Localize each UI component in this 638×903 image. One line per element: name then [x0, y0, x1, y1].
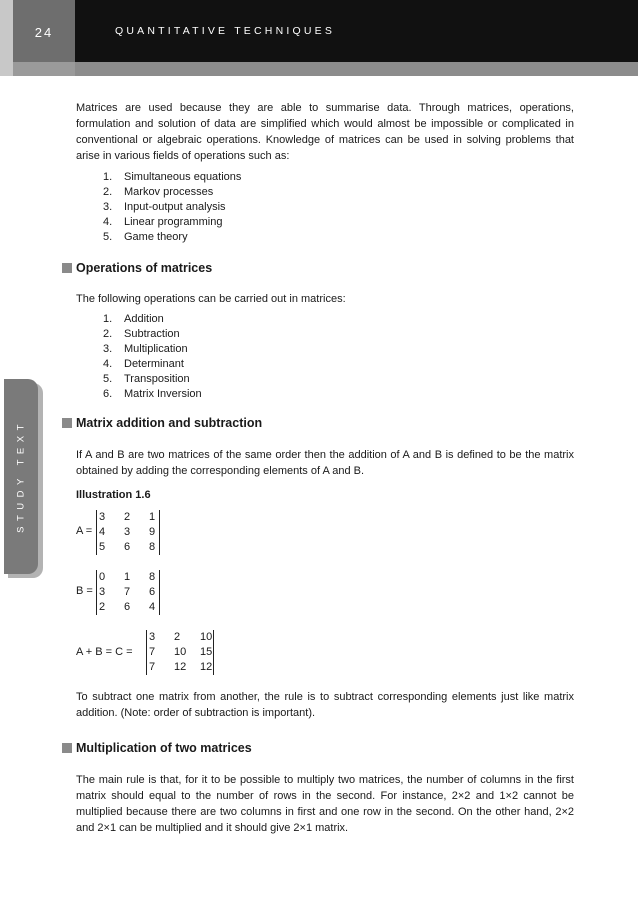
list-item: 5. Game theory: [103, 231, 188, 243]
list-item: 4. Determinant: [103, 358, 184, 370]
matrix-b: 0 1 8 3 7 6 2 6 4: [96, 570, 160, 615]
heading-bullet-icon: [62, 418, 72, 428]
heading-bullet-icon: [62, 263, 72, 273]
list-item: 3. Multiplication: [103, 343, 188, 355]
running-title: QUANTITATIVE TECHNIQUES: [115, 25, 336, 37]
multiplication-paragraph: The main rule is that, for it to be possible to multiply two matrices, the number of columns in the first matrix should equal to the number of rows in the second. For instance, 2×2 and 1×2 cannot be multiplied because there are two columns in first and one row in the second. On the other hand, 2×2 and 2×1 can be multiplied and it should give 2×1 matrix.: [76, 774, 574, 834]
matrix-c: 3 2 10 7 10 15 7 12 12: [146, 630, 214, 675]
section-heading-operations: Operations of matrices: [62, 261, 212, 275]
page-number: 24: [13, 0, 75, 62]
heading-bullet-icon: [62, 743, 72, 753]
subtraction-paragraph: To subtract one matrix from another, the rule is to subtract corresponding elements just like matrix addition. (Note: order of subtraction is important).: [76, 691, 574, 719]
list-item: 2. Markov processes: [103, 186, 214, 198]
illustration-title: Illustration 1.6: [76, 489, 151, 501]
list-item: 6. Matrix Inversion: [103, 388, 202, 400]
list-item: 2. Subtraction: [103, 328, 180, 340]
matrix-c-label: A + B = C =: [76, 646, 133, 658]
applications-list: [103, 170, 241, 245]
matrix-a: 3 2 1 4 3 9 5 6 8: [96, 510, 160, 555]
matrix-b-label: B =: [76, 585, 93, 597]
list-item: 1. Simultaneous equations: [103, 171, 242, 183]
section-heading-addition: Matrix addition and subtraction: [62, 416, 262, 430]
list-item: 1. Addition: [103, 313, 164, 325]
list-item: 4. Linear programming: [103, 216, 223, 228]
list-item: 3. Input-output analysis: [103, 201, 226, 213]
header-bar-shadow: [75, 62, 638, 76]
list-item: 5. Transposition: [103, 373, 190, 385]
operations-list: [103, 312, 202, 402]
matrix-a-label: A =: [76, 525, 93, 537]
operations-intro: The following operations can be carried out in matrices:: [76, 293, 346, 305]
addition-paragraph: If A and B are two matrices of the same order then the addition of A and B is defined to be the matrix obtained by adding the corresponding elements of A and B.: [76, 449, 574, 477]
section-heading-multiplication: Multiplication of two matrices: [62, 741, 252, 755]
intro-paragraph: Matrices are used because they are able to summarise data. Through matrices, operations, formulation and solution of data are simplified which would almost be impossible or complicated in conventional or algebraic operations. Knowledge of matrices can be used in solving problems that arise in various fields of operations such as:: [76, 102, 574, 162]
page-number-shadow: [13, 62, 75, 76]
side-tab-label: STUDY TEXT: [15, 419, 27, 533]
header-left-strip: [0, 0, 13, 76]
